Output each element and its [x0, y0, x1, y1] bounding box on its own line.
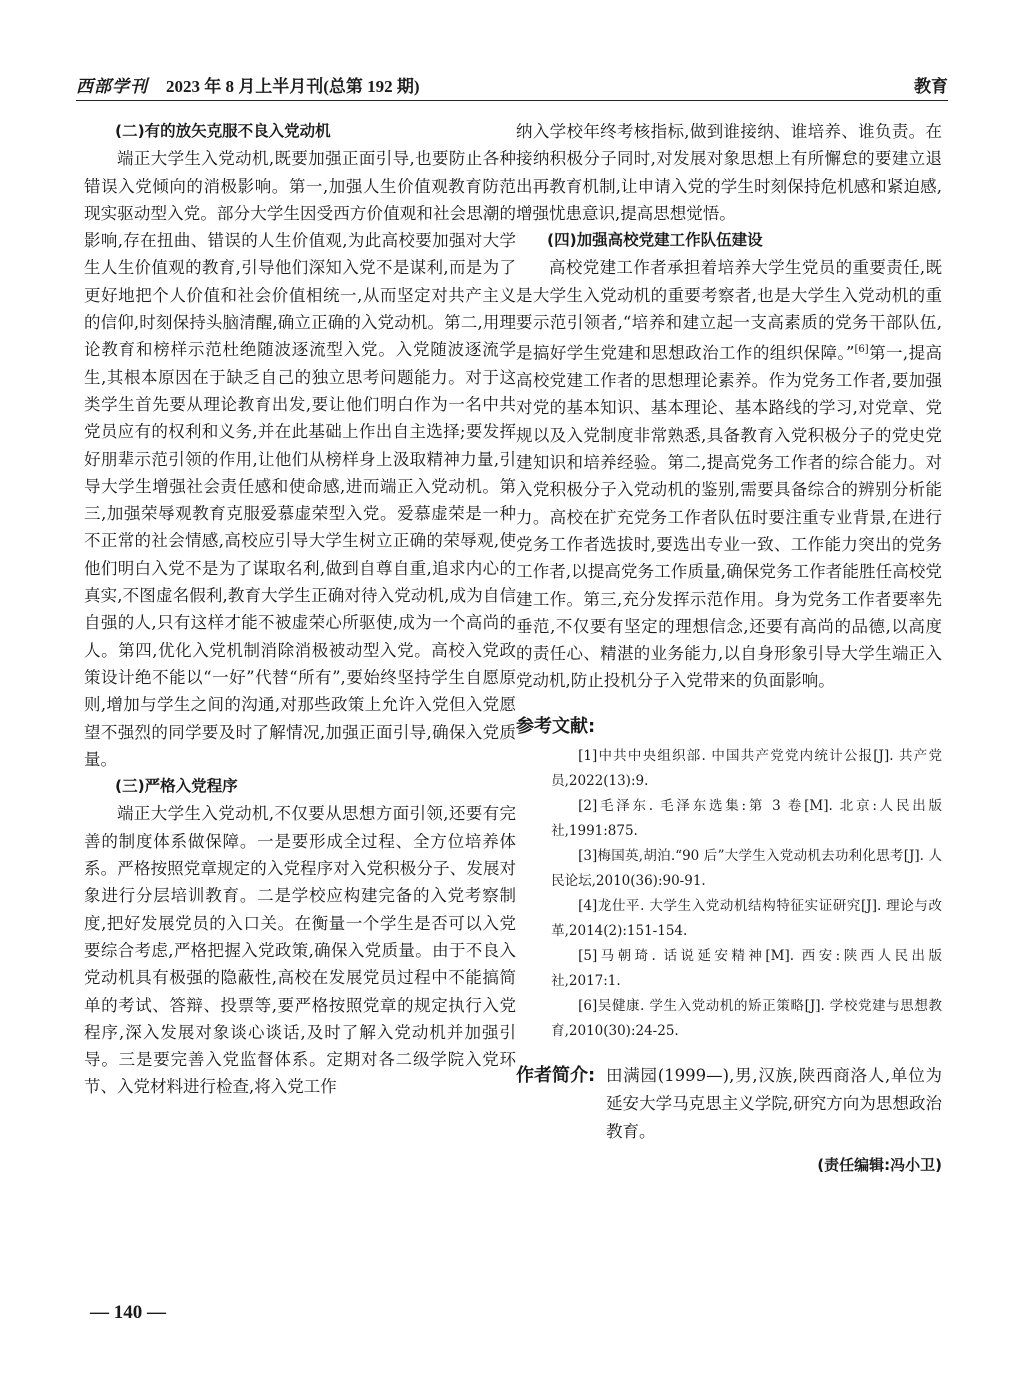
section-heading-2: (二)有的放矢克服不良入党动机 [115, 122, 331, 140]
citation-marker: [6] [854, 344, 869, 356]
issue-info: 2023 年 8 月上半月刊(总第 192 期) [166, 77, 420, 96]
header-rule [76, 100, 948, 101]
reference-item: [1]中共中央组织部. 中国共产党党内统计公报[J]. 共产党员,2022(13):9. [551, 748, 942, 790]
reference-item: [4]龙仕平. 大学生入党动机结构特征实证研究[J]. 理论与改革,2014(2):151-154. [551, 898, 942, 940]
body-paragraph: 端正大学生入党动机,既要加强正面引导,也要防止各种错误入党倾向的消极影响。第一,加强人生价值观教育防范现实驱动型入党。部分大学生因受西方价值观和社会思潮的影响,存在扭曲、错误的人生价值观,为此高校要加强对大学生人生价值观的教育,引导他们深知入党不是谋利,而是为了更好地把个人价值和社会价值相统一,从而坚定对共产主义的信仰,时刻保持头脑清醒,确立正确的入党动机。第二,用理论教育和榜样示范杜绝随波逐流型入党。入党随波逐流学生,其根本原因在于缺乏自己的独立思考问题能力。对于这类学生首先要从理论教育出发,要让他们明白作为一名中共党员应有的权利和义务,并在此基础上作出自主选择;要发挥好朋辈示范引领的作用,让他们从榜样身上汲取精神力量,引导大学生增强社会责任感和使命感,进而端正入党动机。第三,加强荣辱观教育克服爱慕虚荣型入党。爱慕虚荣是一种不正常的社会情感,高校应引导大学生树立正确的荣辱观,使他们明白入党不是为了谋取名利,做到自尊自重,追求内心的真实,不图虚名假利,教育大学生正确对待入党动机,成为自信自强的人,只有这样才能不被虚荣心所驱使,成为一个高尚的人。第四,优化入党机制消除消极被动型入党。高校入党政策设计绝不能以“一好”代替“所有”,要始终坚持学生自愿原则,增加与学生之间的沟通,对那些政策上允许入党但入党愿望不强烈的同学要及时了解情况,加强正面引导,确保入党质量。 [84, 149, 516, 769]
references-title: 参考文献: [516, 715, 596, 737]
reference-item: [6]吴健康. 学生入党动机的矫正策略[J]. 学校党建与思想教育,2010(30):24-25. [551, 998, 942, 1040]
section-name: 教育 [914, 77, 948, 97]
body-paragraph [516, 254, 942, 694]
left-column [84, 118, 516, 1101]
running-header [76, 70, 948, 100]
section-heading-3: (三)严格入党程序 [115, 777, 238, 796]
author-bio-label: 作者简介: [516, 1065, 596, 1087]
body-paragraph: 端正大学生入党动机,不仅要从思想方面引领,还要有完善的制度体系做保障。一是要形成全过程、全方位培养体系。严格按照党章规定的入党程序对入党积极分子、发展对象进行分层培训教育。二是学校应构建完备的入党考察制度,把好发展党员的入口关。在衡量一个学生是否可以入党要综合考虑,严格把握入党政策,确保入党质量。由于不良入党动机具有极强的隐蔽性,高校在发展党员过程中不能搞简单的考试、答辩、投票等,要严格按照党章的规定执行入党程序,深入发展对象谈心谈话,及时了解入党动机并加强引导。三是要完善入党监督体系。定期对各二级学院入党环节、入党材料进行检查,将入党工作 [84, 804, 516, 1097]
journal-name: 西部学刊 [76, 77, 148, 97]
reference-item: [5]马朝琦. 话说延安精神[M]. 西安:陕西人民出版社,2017:1. [551, 948, 942, 990]
body-paragraph-continued: 纳入学校年终考核指标,做到谁接纳、谁培养、谁负责。在接纳积极分子同时,对发展对象思想上有所懈怠的要建立退出再教育机制,让申请入党的学生时刻保持危机感和紧迫感,增强忧患意识,提高思想觉悟。 [516, 122, 942, 223]
paragraph-text-a: 高校党建工作者承担着培养大学生党员的重要责任,既是大学生入党动机的重要考察者,也是大学生入党动机的重要示范引领者,“培养和建立起一支高素质的党务干部队伍,是搞好学生党建和思想政治工作的组织保障。” [516, 258, 942, 363]
section-heading-4: (四)加强高校党建工作队伍建设 [547, 231, 763, 250]
author-bio [516, 1062, 942, 1146]
editor-credit: (责任编辑:冯小卫) [817, 1156, 942, 1175]
reference-item: [2]毛泽东. 毛泽东选集:第 3 卷[M]. 北京:人民出版社,1991:875. [551, 798, 942, 840]
reference-item: [3]梅国英,胡泊.“90 后”大学生入党动机去功利化思考[J]. 人民论坛,2010(36):90-91. [551, 848, 942, 890]
page-number: — 140 — [90, 1302, 166, 1323]
right-column [516, 118, 942, 1179]
paragraph-text-b: 第一,提高高校党建工作者的思想理论素养。作为党务工作者,要加强对党的基本知识、基本理论、基本路线的学习,对党章、党规以及入党制度非常熟悉,具备教育入党积极分子的党史党建知识和培养经验。第二,提高党务工作者的综合能力。对入党积极分子入党动机的鉴别,需要具备综合的辨别分析能力。高校在扩充党务工作者队伍时要注重专业背景,在进行党务工作者选拔时,要选出专业一致、工作能力突出的党务工作者,以提高党务工作质量,确保党务工作者能胜任高校党建工作。第三,充分发挥示范作用。身为党务工作者要率先垂范,不仅要有坚定的理想信念,还要有高尚的品德,以高度的责任心、精湛的业务能力,以自身形象引导大学生端正入党动机,防止投机分子入党带来的负面影响。 [516, 343, 942, 691]
author-bio-text: 田满园(1999—),男,汉族,陕西商洛人,单位为延安大学马克思主义学院,研究方向为思想政治教育。 [606, 1066, 942, 1142]
